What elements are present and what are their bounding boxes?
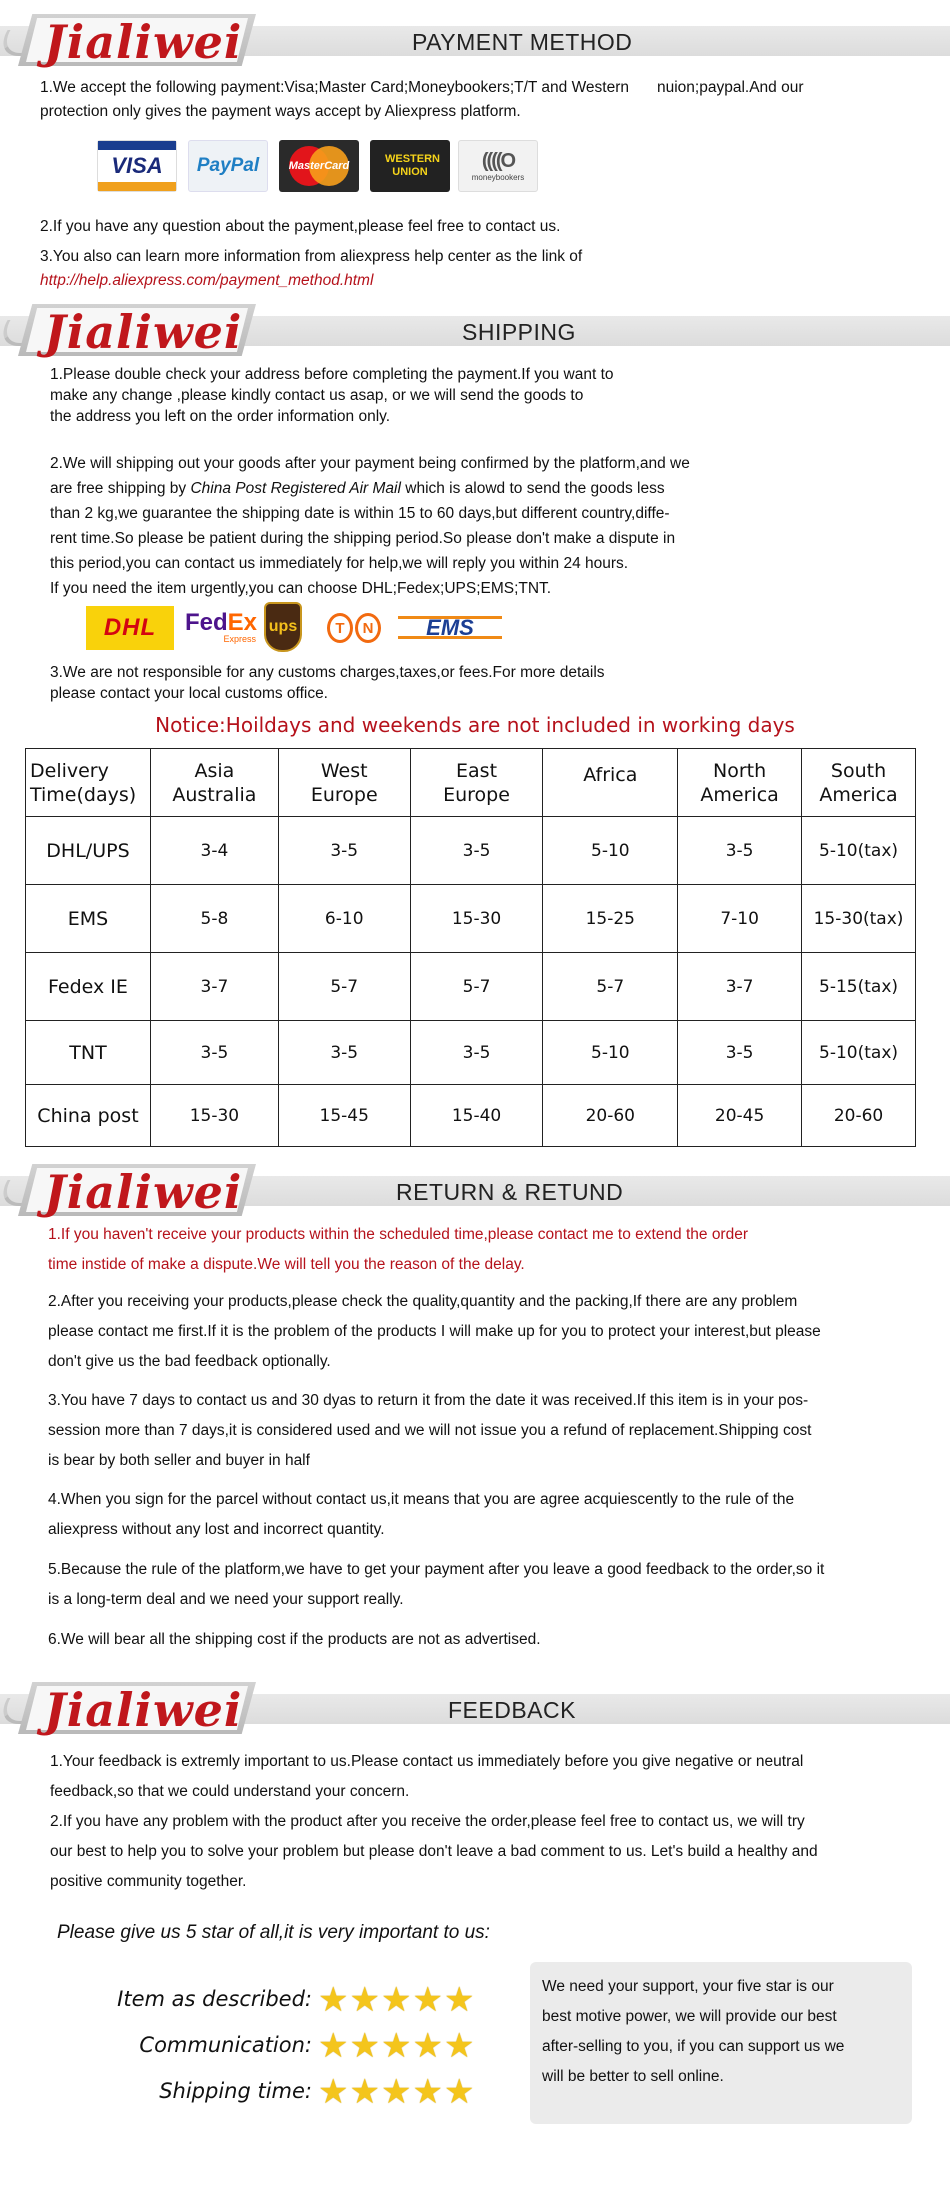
table-cell: 15-45: [278, 1085, 410, 1147]
column-header-line: Australia: [172, 783, 257, 806]
fedex-text-a: Fed: [184, 609, 228, 636]
column-header-line: West: [320, 759, 368, 782]
table-cell: 5-10: [543, 1021, 678, 1085]
delivery-time-table: [25, 748, 916, 1147]
table-cell: 15-30(tax): [802, 885, 916, 953]
section-title-shipping: SHIPPING: [462, 319, 576, 345]
star-icon: ★: [318, 2027, 350, 2065]
column-header: [150, 749, 278, 817]
return-banner: [0, 1162, 950, 1220]
feedback-paragraph: [50, 1747, 920, 1897]
star-icon: ★: [380, 2073, 413, 2111]
star-rating-item: [318, 1982, 475, 2018]
column-header-line: Asia: [194, 759, 235, 782]
payment-paragraph-3: 3.You also can learn more information from aliexpress help center as the link of: [40, 248, 583, 265]
table-cell: 20-60: [543, 1085, 678, 1147]
column-header: [543, 749, 678, 817]
table-cell: 5-10(tax): [802, 817, 916, 885]
brand-logo: Jialiwei: [44, 305, 243, 359]
feedback-banner: [0, 1680, 950, 1738]
payment-paragraph-2: 2.If you have any question about the payment,please feel free to contact us.: [40, 218, 561, 235]
mastercard-text: MasterCard: [288, 160, 350, 172]
row-header-cell: China post: [26, 1085, 151, 1147]
table-cell: 3-4: [150, 817, 278, 885]
column-header-line: America: [700, 783, 779, 806]
row-header-cell: DHL/UPS: [26, 817, 151, 885]
table-cell: 20-60: [802, 1085, 916, 1147]
star-icon: ★: [412, 2073, 444, 2111]
ups-logo-icon: [264, 602, 302, 652]
column-header-line: Europe: [310, 783, 378, 806]
western-union-text: WESTERN UNION: [385, 153, 440, 178]
column-header: [278, 749, 410, 817]
table-row: [26, 1085, 916, 1147]
payment-p1a: 1.We accept the following payment:Visa;Master Card;Moneybookers;T/T and Western: [40, 79, 629, 96]
brand-logo: Jialiwei: [44, 1165, 243, 1219]
tnt-letter-circle: T: [327, 613, 353, 643]
table-row: [26, 817, 916, 885]
star-icon: ★: [318, 2073, 350, 2111]
return-p2-line: don't give us the bad feedback optionally.: [48, 1353, 331, 1370]
return-p2-line: 2.After you receiving your products,please check the quality,quantity and the packing,If there are any problem: [48, 1293, 798, 1310]
table-cell: 20-45: [678, 1085, 802, 1147]
ups-text: ups: [268, 618, 298, 635]
star-icon: ★: [318, 1981, 350, 2019]
brand-logo: Jialiwei: [44, 1683, 243, 1737]
shipping-p2-pre: are free shipping by: [50, 480, 187, 497]
table-cell: 15-25: [543, 885, 678, 953]
table-cell: 5-7: [410, 953, 543, 1021]
table-cell: 15-30: [150, 1085, 278, 1147]
column-header: [410, 749, 543, 817]
payment-p1b: nuion;paypal.And our: [657, 79, 804, 96]
return-p4-line: 4.When you sign for the parcel without contact us,it means that you are agree acquiescently to the rule of the: [48, 1491, 795, 1508]
table-cell: 3-5: [678, 817, 802, 885]
shipping-p2-line: rent time.So please be patient during the shipping period.So please don't make a dispute in: [50, 530, 676, 547]
table-cell: 5-7: [543, 953, 678, 1021]
table-cell: 7-10: [678, 885, 802, 953]
table-cell: 3-5: [150, 1021, 278, 1085]
paypal-text: PayPal: [196, 155, 260, 176]
return-p5-line: 5.Because the rule of the platform,we have to get your payment after you leave a good feedback to the order,so it: [48, 1561, 825, 1578]
tnt-letter-circle: N: [355, 613, 381, 643]
table-cell: 15-40: [410, 1085, 543, 1147]
table-cell: 3-7: [150, 953, 278, 1021]
table-body: [26, 817, 916, 1147]
moneybookers-logo-icon: [458, 140, 538, 192]
shipping-p2-line: than 2 kg,we guarantee the shipping date is within 15 to 60 days,but different country,diffe-: [50, 505, 670, 522]
shipping-paragraph-3: [50, 662, 900, 704]
return-p4-line: aliexpress without any lost and incorrect quantity.: [48, 1521, 385, 1538]
table-cell: 5-15(tax): [802, 953, 916, 1021]
column-header-line: Delivery: [30, 759, 109, 782]
western-union-logo-icon: [370, 140, 450, 192]
star-icon: ★: [349, 2027, 381, 2065]
dhl-logo-icon: [86, 606, 174, 650]
shipping-p1-line: make any change ,please kindly contact us asap, or we will send the goods to: [50, 387, 584, 404]
fedex-subtext: Express: [223, 634, 256, 644]
star-rating-communication: [318, 2028, 475, 2064]
support-line: best motive power, we will provide our best: [542, 2008, 837, 2025]
column-header-line: North: [713, 759, 767, 782]
visa-logo-icon: [97, 140, 177, 192]
return-p5-line: is a long-term deal and we need your support really.: [48, 1591, 404, 1608]
ems-logo-icon: [398, 606, 502, 650]
star-rating-shipping: [318, 2074, 475, 2110]
column-header-line: Africa: [583, 764, 638, 786]
feedback-line: 1.Your feedback is extremly important to us.Please contact us immediately before you give negative or neutral: [50, 1753, 804, 1770]
table-cell: 3-5: [278, 1021, 410, 1085]
return-p2-line: please contact me first.If it is the problem of the products I will make up for you to protect your interest,but please: [48, 1323, 821, 1340]
shipping-p3-line: 3.We are not responsible for any customs charges,taxes,or fees.For more details: [50, 664, 605, 681]
column-header-line: America: [819, 783, 898, 806]
shipping-paragraph-2: [50, 451, 910, 601]
table-row: [26, 885, 916, 953]
shipping-p2-line: 2.We will shipping out your goods after your payment being confirmed by the platform,and we: [50, 455, 690, 472]
column-header-line: Time(days): [30, 783, 137, 806]
table-cell: 3-5: [410, 817, 543, 885]
visa-stripe-top: [98, 141, 176, 150]
feedback-line: 2.If you have any problem with the product after you receive the order,please feel free to contact us, we will try: [50, 1813, 805, 1830]
visa-text: VISA: [111, 153, 163, 178]
table-cell: 3-5: [278, 817, 410, 885]
fedex-text-b: Ex: [227, 609, 258, 636]
tnt-wordmark: [327, 613, 381, 643]
support-line: We need your support, your five star is our: [542, 1978, 834, 1995]
tnt-logo-icon: [316, 606, 392, 650]
row-header-cell: Fedex IE: [26, 953, 151, 1021]
table-cell: 3-7: [678, 953, 802, 1021]
table-cell: 5-10: [543, 817, 678, 885]
star-icon: ★: [443, 2027, 476, 2065]
shipping-p3-line: please contact your local customs office.: [50, 685, 328, 702]
return-paragraph-6: 6.We will bear all the shipping cost if the products are not as advertised.: [48, 1631, 541, 1648]
table-cell: 3-5: [410, 1021, 543, 1085]
shipping-p2-post: which is alowd to send the goods less: [405, 480, 665, 497]
shipping-p2-line: If you need the item urgently,you can choose DHL;Fedex;UPS;EMS;TNT.: [50, 580, 552, 597]
feedback-line: feedback,so that we could understand your concern.: [50, 1783, 410, 1800]
star-icon: ★: [349, 1981, 381, 2019]
support-line: after-selling to you, if you can support us we: [542, 2038, 845, 2055]
rating-label-shipping: Shipping time:: [159, 2079, 312, 2103]
mastercard-logo-icon: [279, 140, 359, 192]
table-cell: 15-30: [410, 885, 543, 953]
column-header-line: South: [830, 759, 887, 782]
return-paragraph-2: [48, 1287, 928, 1377]
row-header-cell: EMS: [26, 885, 151, 953]
feedback-line: our best to help you to solve your problem but please don't leave a bad comment to us. Let's build a healthy and: [50, 1843, 818, 1860]
return-p3-line: session more than 7 days,it is considered used and we will not issue you a refund of replacement.Shipping cost: [48, 1422, 812, 1439]
payment-banner: [0, 12, 950, 70]
support-line: will be better to sell online.: [542, 2068, 724, 2085]
table-row: [26, 1021, 916, 1085]
star-icon: ★: [412, 1981, 444, 2019]
table-cell: 5-7: [278, 953, 410, 1021]
star-icon: ★: [380, 1981, 413, 2019]
star-icon: ★: [380, 2027, 413, 2065]
section-title-feedback: FEEDBACK: [448, 1697, 576, 1723]
section-title-return: RETURN & RETUND: [396, 1179, 624, 1205]
brand-logo: Jialiwei: [44, 15, 243, 69]
table-cell: 5-8: [150, 885, 278, 953]
table-cell: 3-5: [678, 1021, 802, 1085]
support-message-box: [530, 1962, 912, 2124]
payment-help-link[interactable]: http://help.aliexpress.com/payment_method.html: [40, 272, 374, 289]
column-header: [802, 749, 916, 817]
shipping-p1-line: 1.Please double check your address before completing the payment.If you want to: [50, 366, 614, 383]
shipping-paragraph-1: [50, 364, 900, 427]
five-star-request: Please give us 5 star of all,it is very important to us:: [57, 1922, 490, 1943]
moneybookers-text: moneybookers: [471, 173, 525, 182]
fedex-logo-icon: [186, 606, 256, 650]
shipping-banner: [0, 302, 950, 360]
star-icon: ★: [412, 2027, 444, 2065]
return-paragraph-1: [48, 1220, 928, 1280]
return-p3-line: 3.You have 7 days to contact us and 30 dyas to return it from the date it was received.If this item is in your pos-: [48, 1392, 809, 1409]
shipping-p2-line: this period,you can contact us immediately for help,we will reply you within 24 hours.: [50, 555, 629, 572]
section-title-payment: PAYMENT METHOD: [412, 29, 633, 55]
paypal-logo-icon: [188, 140, 268, 192]
return-p1-line: time instide of make a dispute.We will tell you the reason of the delay.: [48, 1256, 525, 1273]
column-header: [26, 749, 151, 817]
payment-p1c: protection only gives the payment ways accept by Aliexpress platform.: [40, 103, 521, 120]
return-paragraph-5: [48, 1555, 928, 1615]
return-paragraph-4: [48, 1485, 928, 1545]
table-cell: 5-10(tax): [802, 1021, 916, 1085]
column-header-line: Europe: [443, 783, 510, 806]
star-icon: ★: [443, 1981, 476, 2019]
payment-paragraph-1: [40, 77, 920, 122]
china-post-emphasis: China Post Registered Air Mail: [190, 480, 401, 497]
table-header-row: [26, 749, 916, 817]
column-header-line: East: [456, 759, 498, 782]
rating-label-item: Item as described:: [117, 1987, 312, 2011]
return-p1-line: 1.If you haven't receive your products within the scheduled time,please contact me to extend the order: [48, 1226, 748, 1243]
working-days-notice: Notice:Hoildays and weekends are not included in working days: [155, 713, 795, 737]
column-header: [678, 749, 802, 817]
star-icon: ★: [349, 2073, 381, 2111]
return-p3-line: is bear by both seller and buyer in half: [48, 1452, 310, 1469]
fedex-wordmark: [184, 609, 258, 636]
row-header-cell: TNT: [26, 1021, 151, 1085]
table-row: [26, 953, 916, 1021]
feedback-line: positive community together.: [50, 1873, 247, 1890]
shipping-p1-line: the address you left on the order information only.: [50, 408, 391, 425]
return-paragraph-3: [48, 1386, 928, 1476]
table-cell: 6-10: [278, 885, 410, 953]
moneybookers-waves: ((((O: [481, 150, 515, 172]
star-icon: ★: [443, 2073, 476, 2111]
visa-stripe-bottom: [98, 182, 176, 191]
ems-text: EMS: [426, 615, 474, 640]
rating-label-communication: Communication:: [139, 2033, 312, 2057]
dhl-text: DHL: [103, 614, 157, 641]
